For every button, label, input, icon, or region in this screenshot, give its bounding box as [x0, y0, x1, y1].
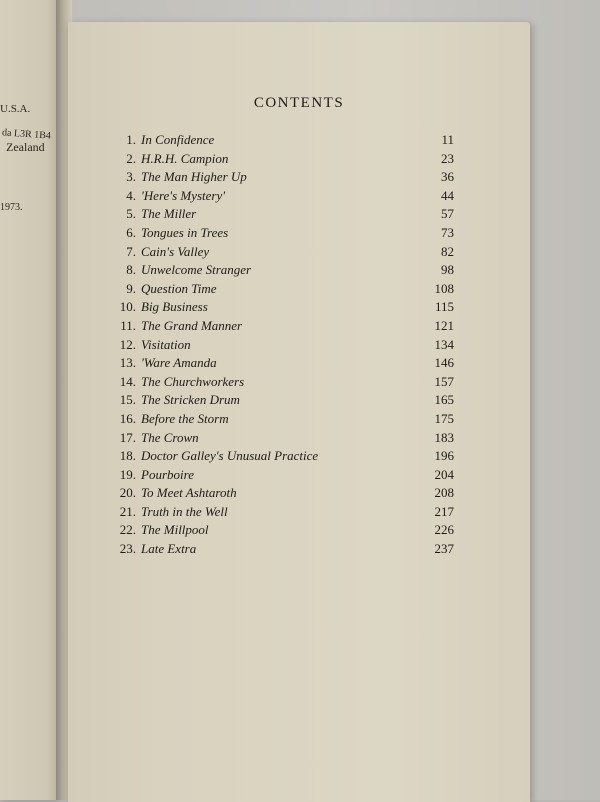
list-item: [108, 447, 454, 466]
page-number: 196: [434, 448, 454, 464]
chapter-number: 15.: [119, 392, 136, 408]
page-number: 226: [434, 522, 454, 538]
chapter-title: Truth in the Well: [141, 503, 228, 519]
list-item: [108, 317, 454, 336]
page-number: 204: [434, 466, 454, 482]
left-page-text: da L3R 1B4: [1, 127, 52, 142]
page-number: 146: [434, 355, 454, 371]
list-item: [108, 187, 454, 206]
list-item: [108, 354, 454, 373]
chapter-number: 23.: [119, 541, 136, 557]
chapter-number: 22.: [119, 522, 136, 538]
left-page-text: Zealand: [6, 140, 45, 154]
list-item: [108, 336, 454, 355]
chapter-title: The Stricken Drum: [141, 392, 240, 408]
chapter-number: 9.: [126, 280, 136, 296]
list-item: [108, 540, 454, 559]
chapter-title: 'Here's Mystery': [141, 187, 226, 203]
list-item: [108, 503, 454, 522]
chapter-title: 'Ware Amanda: [141, 355, 217, 371]
chapter-number: 17.: [119, 429, 136, 445]
chapter-title: Late Extra: [141, 541, 197, 557]
chapter-title: Before the Storm: [141, 410, 229, 426]
list-item: [108, 298, 454, 317]
chapter-title: Pourboire: [141, 466, 194, 482]
chapter-title: Tongues in Trees: [141, 224, 229, 240]
chapter-number: 19.: [119, 466, 136, 482]
chapter-title: To Meet Ashtaroth: [141, 485, 237, 501]
chapter-number: 4.: [126, 187, 136, 203]
list-item: [108, 466, 454, 485]
page-number: 115: [434, 299, 454, 315]
page-number: 57: [441, 206, 454, 222]
chapter-number: 7.: [126, 243, 136, 259]
page-number: 98: [441, 262, 454, 278]
chapter-title: In Confidence: [141, 132, 215, 147]
list-item: [108, 391, 454, 410]
chapter-number: 21.: [119, 503, 136, 519]
page-number: 44: [441, 187, 454, 203]
left-page-text: 1973.: [0, 202, 23, 213]
chapter-title: The Man Higher Up: [141, 169, 247, 185]
list-item: [108, 521, 454, 540]
page-number: 134: [434, 336, 454, 352]
chapter-title: Doctor Galley's Unusual Practice: [141, 448, 319, 464]
chapter-number: 10.: [119, 299, 136, 315]
chapter-number: 6.: [126, 224, 136, 240]
page-number: 237: [434, 541, 454, 557]
list-item: [108, 261, 454, 280]
chapter-number: 5.: [126, 206, 136, 222]
chapter-title: The Millpool: [141, 522, 209, 538]
chapter-number: 1.: [126, 132, 136, 147]
list-item: [108, 429, 454, 448]
chapter-number: 3.: [126, 169, 136, 185]
contents-list: [108, 131, 454, 559]
page-number: 11: [441, 132, 454, 147]
chapter-title: Cain's Valley: [141, 243, 210, 259]
page-number: 183: [434, 429, 454, 445]
chapter-title: The Miller: [141, 206, 197, 222]
contents-page: [68, 22, 530, 802]
list-item: [108, 280, 454, 299]
chapter-title: Question Time: [141, 280, 217, 296]
chapter-number: 20.: [119, 485, 136, 501]
list-item: [108, 410, 454, 429]
list-item: [108, 205, 454, 224]
chapter-number: 14.: [119, 373, 136, 389]
page-number: 82: [441, 243, 454, 259]
page-number: 175: [434, 410, 454, 426]
chapter-title: The Crown: [141, 429, 199, 445]
page-number: 165: [434, 392, 454, 408]
page-number: 36: [441, 169, 454, 185]
list-item: [108, 131, 454, 150]
page-number: 73: [441, 224, 454, 240]
chapter-title: H.R.H. Campion: [141, 150, 229, 166]
page-number: 108: [434, 280, 454, 296]
page-number: 208: [434, 485, 454, 501]
chapter-number: 12.: [119, 336, 136, 352]
list-item: [108, 243, 454, 262]
chapter-number: 13.: [119, 355, 136, 371]
page-title: CONTENTS: [253, 95, 345, 111]
page-number: 23: [441, 150, 454, 166]
chapter-number: 11.: [120, 317, 136, 333]
chapter-number: 18.: [119, 448, 136, 464]
chapter-title: Unwelcome Stranger: [141, 262, 252, 278]
chapter-title: Visitation: [141, 336, 191, 352]
list-item: [108, 150, 454, 169]
chapter-number: 8.: [126, 262, 136, 278]
chapter-title: The Grand Manner: [141, 317, 243, 333]
chapter-number: 2.: [126, 150, 136, 166]
list-item: [108, 373, 454, 392]
chapter-title: The Churchworkers: [141, 373, 245, 389]
chapter-number: 16.: [119, 410, 136, 426]
page-number: 157: [434, 373, 454, 389]
list-item: [108, 224, 454, 243]
page-number: 121: [434, 317, 454, 333]
list-item: [108, 168, 454, 187]
page-number: 217: [434, 503, 454, 519]
left-page-text: U.S.A.: [0, 103, 31, 115]
list-item: [108, 484, 454, 503]
chapter-title: Big Business: [141, 299, 208, 315]
left-facing-page: [0, 0, 58, 800]
